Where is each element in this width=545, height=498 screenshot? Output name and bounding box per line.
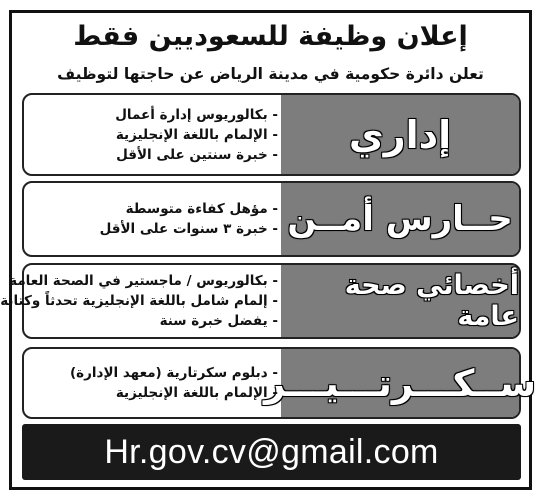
ad-subtitle: تعلن دائرة حكومية في مدينة الرياض عن حاجتها لتوظيف xyxy=(57,65,484,83)
requirement-item: - يفضل خبرة سنة xyxy=(32,311,278,331)
requirement-item: - دبلوم سكرتارية (معهد الإدارة) xyxy=(32,363,278,383)
job-title: حــارس أمــن xyxy=(281,183,519,255)
job-requirements xyxy=(32,349,278,417)
job-title: إداري xyxy=(281,95,519,174)
job-advertisement xyxy=(0,10,537,490)
job-row-public-health-specialist xyxy=(0,263,521,339)
job-requirements xyxy=(32,95,278,174)
requirement-item: - الإلمام باللغة الإنجليزية xyxy=(32,125,278,145)
job-title: ســكـــرتـــيـــر xyxy=(281,349,519,417)
contact-email-bar xyxy=(22,424,521,480)
job-requirements xyxy=(32,183,278,255)
requirement-item: - مؤهل كفاءة متوسطة xyxy=(32,199,278,219)
job-title: أخصائي صحة عامة xyxy=(281,265,519,337)
requirement-item: - إلمام شامل باللغة الإنجليزية تحدثاً وكتابة xyxy=(32,291,278,311)
job-requirements xyxy=(0,265,278,337)
requirement-item: - بكالوريوس / ماجستير في الصحة العامة xyxy=(32,271,278,291)
contact-email[interactable]: Hr.gov.cv@gmail.com xyxy=(104,432,439,471)
requirement-item: - الإلمام باللغة الإنجليزية xyxy=(32,383,278,403)
ad-title: إعلان وظيفة للسعوديين فقط xyxy=(73,21,468,52)
requirement-item: - خبرة سنتين على الأقل xyxy=(32,145,278,165)
job-row-secretary xyxy=(22,347,537,419)
job-row-security-guard xyxy=(22,181,521,257)
requirement-item: - بكالوريوس إدارة أعمال xyxy=(32,105,278,125)
job-row-administrative xyxy=(22,93,521,176)
requirement-item: - خبرة ٣ سنوات على الأقل xyxy=(32,219,278,239)
